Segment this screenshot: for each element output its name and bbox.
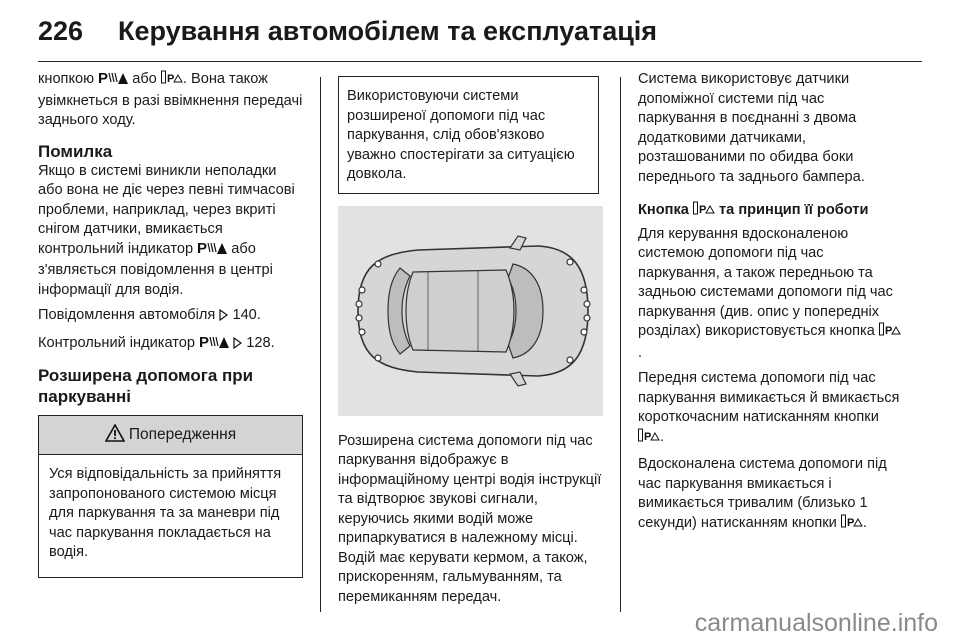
svg-text:P: P (644, 430, 652, 443)
column-right (638, 70, 903, 541)
error-paragraph (38, 162, 303, 301)
header-divider (38, 61, 922, 62)
text-fragment: Кнопка (638, 202, 689, 218)
text-fragment: або з'являється повідомлення в центрі інформації для водія. (38, 240, 273, 298)
text-fragment: кнопкою (38, 71, 95, 87)
svg-text:P: P (846, 516, 855, 529)
page-reference: 140. (232, 307, 261, 323)
page-header (0, 0, 960, 62)
column-divider-2 (620, 77, 621, 612)
svg-text:P: P (98, 70, 109, 85)
section-heading: Розширена допомога при паркуванні (38, 366, 254, 406)
svg-text:P: P (199, 333, 210, 349)
warning-title: Попередження (128, 426, 237, 443)
front-system-paragraph (638, 369, 903, 449)
note-box: Використовуючи системи розширеної допомоги під час паркування, слід обов'язково уважно спостерігати за ситуацією довкола. (338, 76, 599, 194)
text-fragment: Повідомлення автомобіля (38, 307, 216, 323)
error-heading: Помилка (38, 141, 113, 161)
page-reference-icon (219, 308, 228, 328)
indicator-reference (38, 334, 303, 356)
text-fragment: Вдосконалена система допомоги під час паркування вмикається і вимикається тривалим (близько 1 секунди) натисканням кнопки (638, 456, 887, 531)
intro-paragraph (38, 70, 303, 131)
warning-text: Уся відповідальність за прийняття запропонованого системою місця для паркування та за маневри під час паркування покладається на водія. (49, 466, 282, 560)
advanced-parking-button-icon (841, 514, 863, 536)
advanced-system-paragraph (638, 455, 903, 535)
text-fragment: або (132, 71, 157, 87)
warning-header (39, 416, 302, 455)
column-left (38, 70, 303, 578)
column-middle (338, 70, 603, 613)
page-title: Керування автомобілем та експлуатація (118, 16, 658, 46)
svg-text:P: P (698, 204, 707, 216)
text-fragment: . (638, 344, 643, 361)
text-fragment: Контрольний індикатор (38, 334, 196, 351)
parking-assist-icon (98, 70, 128, 92)
parking-assist-icon (199, 334, 229, 356)
page-reference: 128. (246, 334, 275, 351)
car-top-view-image (338, 206, 603, 416)
text-fragment: . (862, 514, 867, 531)
parking-assist-icon (197, 240, 227, 262)
svg-text:P: P (884, 325, 893, 337)
advanced-parking-button-icon (638, 428, 660, 450)
text-fragment: Для керування вдосконаленою системою допомоги під час паркування, а також передньою та задньою системами допомоги під час паркування (див. опис у попередніх розділах) використовується кнопка (638, 225, 893, 339)
warning-triangle-icon (105, 424, 125, 447)
text-fragment: Передня система допомоги під час паркування вимикається й вмикається короткочасним натисканням кнопки (638, 370, 900, 425)
svg-text:P: P (197, 239, 208, 255)
watermark: carmanualsonline.info (694, 609, 938, 637)
system-description: Розширена система допомоги під час паркування відображує в інформаційному центрі водія інструкції та відтворює звукові сигнали, керуючись якими водій може припаркуватися в належному місці. Водій має керувати кермом, а також, прискоренням, гальмуванням, та перемиканням передач. (338, 432, 602, 605)
column-divider-1 (320, 77, 321, 612)
button-usage-paragraph (638, 225, 903, 364)
text-fragment: . (660, 428, 665, 445)
vehicle-message-reference (38, 306, 303, 328)
button-subheading (638, 201, 903, 223)
text-fragment: Якщо в системі виникли неполадки або вона не діє через певні тимчасові проблеми, наприклад, через вкриті снігом датчики, вмикається контрольний індикатор (38, 162, 295, 257)
advanced-parking-button-icon (161, 70, 183, 92)
text-fragment: . Вона також увімкнеться в разі ввімкнення передачі заднього ходу. (38, 71, 303, 128)
car-illustration (338, 206, 603, 416)
advanced-parking-button-icon (693, 201, 715, 223)
warning-box (38, 415, 303, 578)
text-fragment: та принцип її роботи (719, 202, 869, 218)
svg-text:P: P (166, 73, 175, 85)
page-reference-icon (233, 336, 242, 356)
advanced-parking-button-icon (879, 322, 901, 344)
sensors-paragraph: Система використовує датчики допоміжної системи під час паркування в поєднанні з двома додатковими датчиками, розташованими по обидва боки переднього та заднього бампера. (638, 71, 865, 185)
page-number: 226 (38, 16, 84, 46)
